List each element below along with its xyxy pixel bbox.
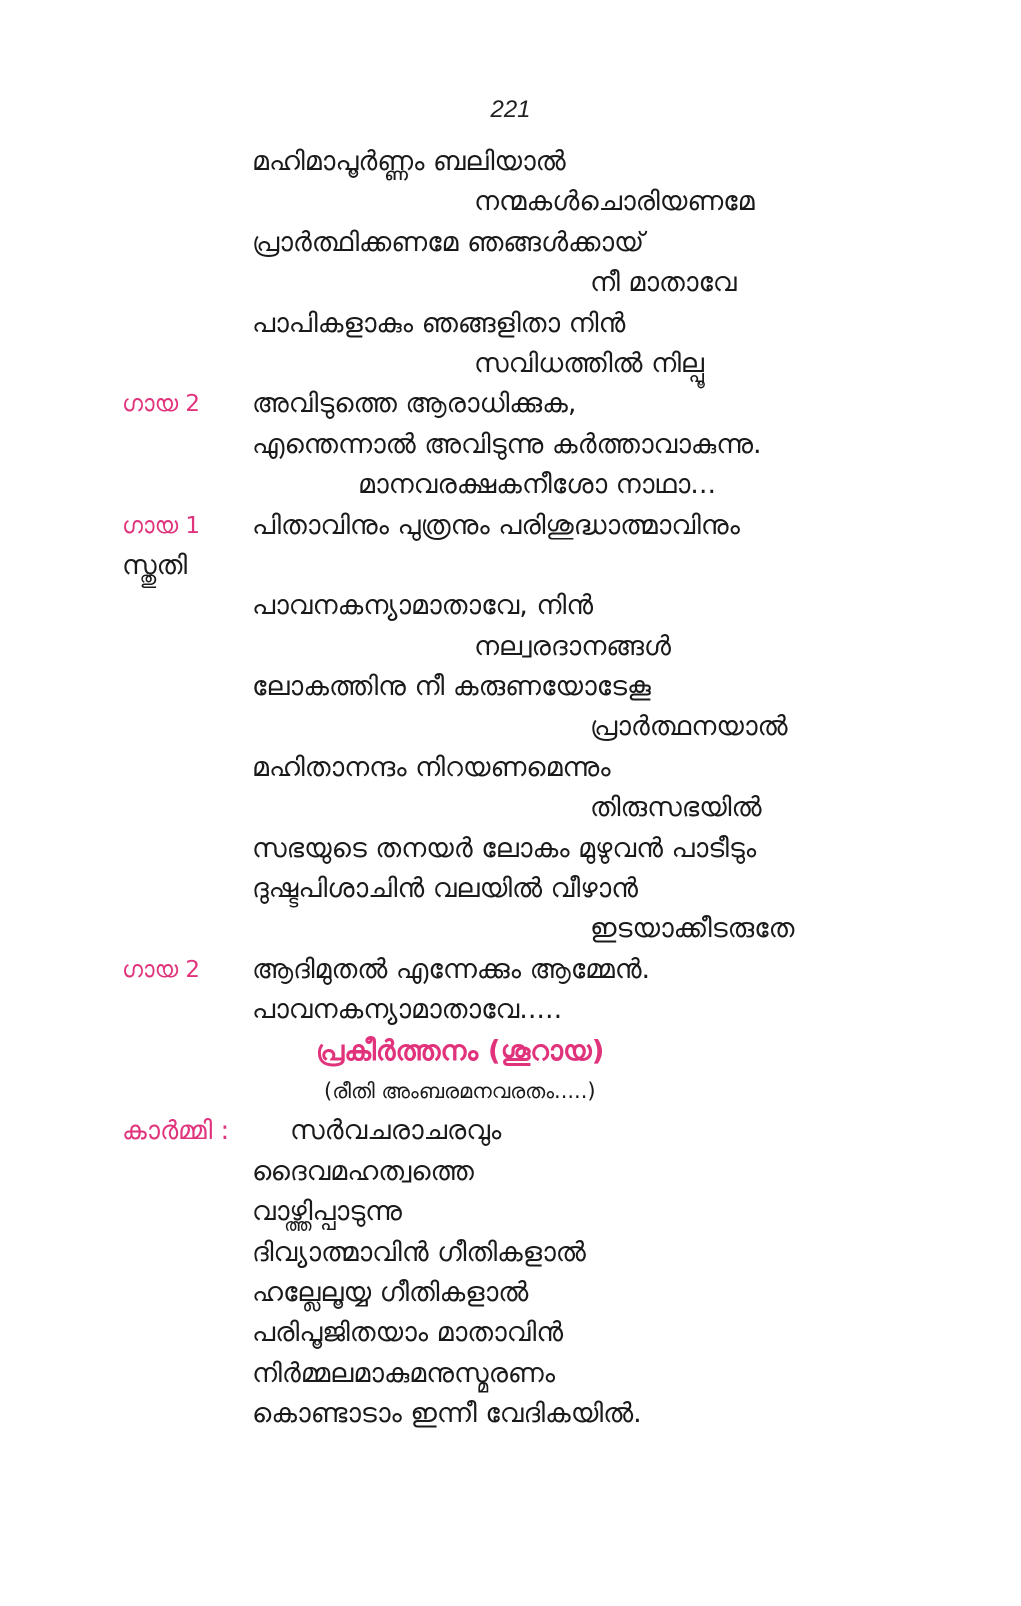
- verse-line: [0, 344, 1021, 384]
- verse-line: [0, 788, 1021, 828]
- verse-line: [0, 304, 1021, 344]
- verse-text: എന്തെന്നാൽ അവിടുന്നു കർത്താവാകുന്നു.: [252, 428, 762, 460]
- verse-line: [0, 829, 1021, 869]
- celebrant-text: കൊണ്ടാടാം ഇന്നീ വേദികയിൽ.: [252, 1398, 642, 1430]
- verse-line: [0, 707, 1021, 747]
- celebrant-text: നിർമ്മലമാകുമനുസ്മരണം: [252, 1357, 556, 1389]
- celebrant-text: സർവചരാചരവും: [290, 1115, 502, 1147]
- page-body: [0, 142, 1021, 1435]
- celebrant-text: ദിവ്യാത്മാവിൻ ഗീതികളാൽ: [252, 1236, 586, 1268]
- verse-text: തിരുസഭയിൽ: [590, 792, 762, 824]
- verse-text: സവിധത്തിൽ നില്പൂ: [474, 347, 705, 379]
- verse-text: നീ മാതാവേ: [590, 267, 737, 299]
- celebrant-line: [0, 1313, 1021, 1353]
- verse-line: [0, 425, 1021, 465]
- celebrant-line: [0, 1152, 1021, 1192]
- verse-text: മഹിമാപൂർണ്ണം ബലിയാൽ: [252, 146, 566, 177]
- verse-text: മഹിതാനന്ദം നിറയണമെന്നും: [252, 751, 611, 783]
- verse-line: [0, 950, 1021, 990]
- verse-line: [0, 990, 1021, 1030]
- celebrant-text: പരിപൂജിതയാം മാതാവിൻ: [252, 1317, 564, 1349]
- verse-line: [0, 506, 1021, 546]
- section-heading-row: [0, 1031, 1021, 1071]
- section-heading: പ്രകീർത്തനം (ശൂറായ): [316, 1033, 605, 1067]
- celebrant-line: [0, 1354, 1021, 1394]
- celebrant-line: [0, 1192, 1021, 1232]
- speaker-label: ഗായ 2: [122, 391, 201, 418]
- speaker-label: ഗായ 2: [122, 956, 201, 983]
- verse-line: [0, 586, 1021, 626]
- verse-text: നന്മകൾചൊരിയണമേ: [474, 186, 755, 218]
- verse-text: ഇടയാക്കീടരുതേ: [590, 913, 795, 945]
- verse-text: ദുഷ്ടപിശാചിൻ വലയിൽ വീഴാൻ: [252, 873, 639, 905]
- verse-text: പിതാവിനും പുത്രനും പരിശുദ്ധാത്മാവിനും: [252, 509, 740, 541]
- tune-note: (രീതി അംബരമനവരതം.....): [324, 1078, 596, 1103]
- verse-line: [0, 546, 1021, 586]
- celebrant-line: [0, 1273, 1021, 1313]
- verse-line: [0, 223, 1021, 263]
- verse-line: [0, 384, 1021, 424]
- celebrant-label: കാർമ്മി :: [122, 1116, 230, 1147]
- celebrant-line: [0, 1394, 1021, 1434]
- celebrant-text: വാഴ്ത്തിപ്പാടുന്നു: [252, 1196, 402, 1228]
- verse-text: സ്തുതി: [122, 549, 188, 581]
- page-number: 221: [490, 96, 531, 123]
- verse-line: [0, 667, 1021, 707]
- celebrant-line: [0, 1111, 1021, 1151]
- verse-text: പാവനകന്യാമാതാവേ, നിൻ: [252, 590, 594, 622]
- celebrant-text: ഹല്ലേലൂയ്യ ഗീതികളാൽ: [252, 1276, 529, 1308]
- verse-line: [0, 748, 1021, 788]
- verse-line: [0, 869, 1021, 909]
- verse-text: പ്രാർത്ഥിക്കണമേ ഞങ്ങൾക്കായ്: [252, 226, 645, 258]
- verse-text: പ്രാർത്ഥനയാൽ: [590, 711, 788, 743]
- verse-text: ആദിമുതൽ എന്നേക്കും ആമ്മേൻ.: [252, 953, 651, 985]
- verse-line: [0, 465, 1021, 505]
- verse-text: മാനവരക്ഷകനീശോ നാഥാ...: [358, 469, 717, 501]
- verse-text: ലോകത്തിനു നീ കരുണയോടേകൂ: [252, 671, 651, 703]
- verse-line: [0, 909, 1021, 949]
- celebrant-line: [0, 1233, 1021, 1273]
- verse-line: [0, 627, 1021, 667]
- verse-text: പാവനകന്യാമാതാവേ.....: [252, 994, 563, 1026]
- verse-line: [0, 263, 1021, 303]
- verse-text: പാപികളാകും ഞങ്ങളിതാ നിൻ: [252, 307, 626, 339]
- verse-text: നല്വരദാനങ്ങൾ: [474, 630, 672, 662]
- verse-text: അവിടുത്തെ ആരാധിക്കുക,: [252, 388, 577, 420]
- verse-text: സഭയുടെ തനയർ ലോകം മുഴുവൻ പാടീടും: [252, 832, 757, 864]
- speaker-label: ഗായ 1: [122, 512, 201, 539]
- verse-line: [0, 182, 1021, 222]
- verse-line: [0, 142, 1021, 182]
- tune-note-row: [0, 1071, 1021, 1111]
- celebrant-text: ദൈവമഹത്വത്തെ: [252, 1155, 474, 1187]
